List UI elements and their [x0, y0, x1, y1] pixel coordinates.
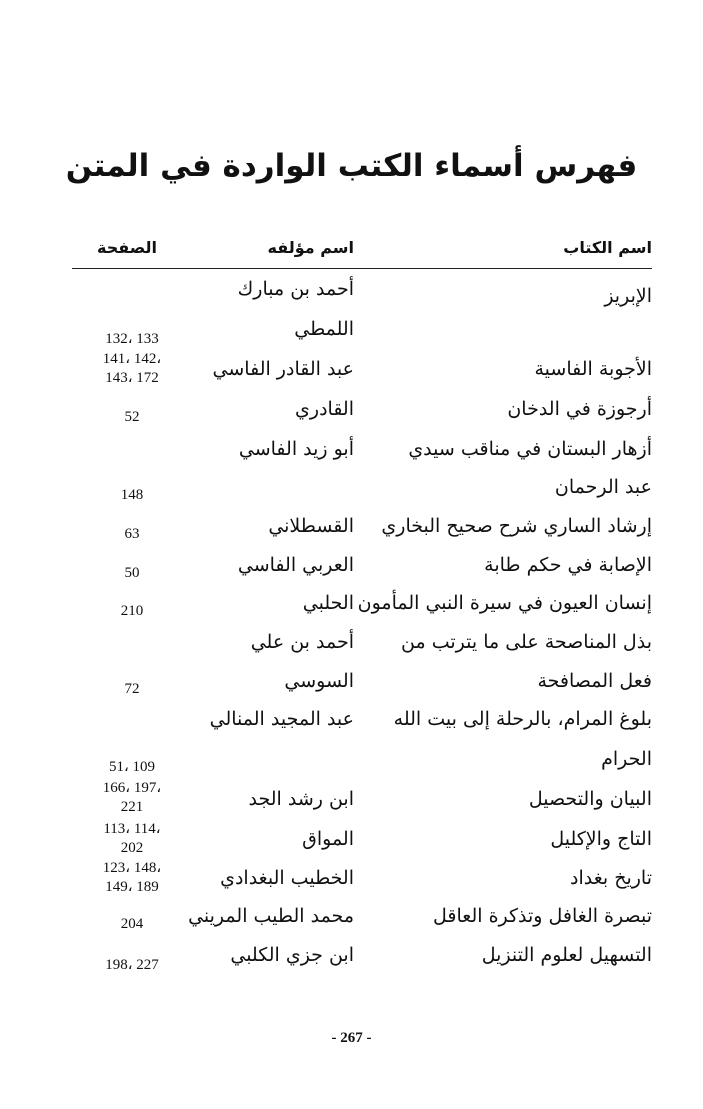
- page-line: 198، 227: [105, 957, 159, 973]
- page-numbers: [82, 486, 182, 505]
- book-title: تاريخ بغداد: [569, 867, 652, 889]
- page-numbers: [82, 859, 182, 897]
- page-line: 204: [120, 916, 144, 932]
- page-numbers: [82, 330, 182, 349]
- book-title: الإصابة في حكم طابة: [484, 554, 652, 576]
- page-title: فهرس أسماء الكتب الواردة في المتن: [65, 148, 638, 184]
- page-line: 123، 148،: [102, 860, 162, 876]
- page-line: 63: [124, 526, 140, 542]
- page-numbers: [82, 350, 182, 388]
- page-line: 221: [120, 799, 144, 815]
- book-title: تبصرة الغافل وتذكرة العاقل: [433, 905, 652, 927]
- author-name: ابن جزي الكلبي: [230, 944, 354, 966]
- page-numbers: [82, 779, 182, 817]
- page-line: 148: [120, 487, 144, 503]
- page-numbers: [82, 820, 182, 858]
- book-title: فعل المصافحة: [537, 670, 652, 692]
- book-title: الإبريز: [604, 285, 652, 307]
- author-name: الخطيب البغدادي: [220, 867, 354, 889]
- page-line: 52: [124, 409, 140, 425]
- book-title: الأجوبة الفاسية: [534, 358, 652, 380]
- book-title: إنسان العيون في سيرة النبي المأمون: [357, 592, 652, 614]
- page-numbers: [82, 915, 182, 934]
- page-line: 50: [124, 565, 140, 581]
- book-title: البيان والتحصيل: [528, 788, 652, 810]
- author-name: أحمد بن علي: [250, 631, 354, 653]
- author-name: المواق: [302, 828, 354, 850]
- page-numbers: [82, 408, 182, 427]
- author-name: الحلبي: [302, 592, 354, 614]
- book-title: التاج والإكليل: [550, 828, 652, 850]
- page-line: 210: [120, 603, 144, 619]
- book-title: أرجوزة في الدخان: [507, 398, 652, 420]
- author-name: أحمد بن مبارك: [237, 278, 354, 300]
- book-title: أزهار البستان في مناقب سيدي: [408, 438, 652, 460]
- author-name: السوسي: [284, 670, 354, 692]
- page-line: 132، 133: [105, 331, 159, 347]
- header-author-name: اسم مؤلفه: [267, 238, 354, 257]
- page-line: 141، 142،: [102, 351, 162, 367]
- table-header: [72, 232, 652, 269]
- author-name: العربي الفاسي: [237, 554, 354, 576]
- book-title: التسهيل لعلوم التنزيل: [481, 944, 652, 966]
- page-numbers: [82, 680, 182, 699]
- book-title: عبد الرحمان: [554, 476, 652, 498]
- author-name: محمد الطيب المريني: [188, 905, 354, 927]
- page-numbers: [82, 758, 182, 777]
- book-title: بلوغ المرام، بالرحلة إلى بيت الله: [393, 708, 652, 730]
- page-line: 149، 189: [105, 879, 159, 895]
- page-line: 51، 109: [108, 759, 156, 775]
- author-name: اللمطي: [294, 318, 354, 340]
- page-line: 202: [120, 840, 144, 856]
- author-name: القسطلاني: [268, 515, 354, 537]
- page-line: 143، 172: [105, 370, 159, 386]
- page-numbers: [82, 564, 182, 583]
- author-name: عبد القادر الفاسي: [212, 358, 354, 380]
- page-number: - 267 -: [331, 1030, 372, 1046]
- author-name: عبد المجيد المنالي: [209, 708, 354, 730]
- header-book-name: اسم الكتاب: [563, 238, 652, 257]
- book-title: الحرام: [601, 748, 652, 770]
- page-line: 113، 114،: [103, 821, 161, 837]
- book-title: إرشاد الساري شرح صحيح البخاري: [381, 515, 652, 537]
- page-numbers: [82, 525, 182, 544]
- page-numbers: [82, 602, 182, 621]
- header-page: الصفحة: [97, 238, 158, 257]
- book-title: بذل المناصحة على ما يترتب من: [401, 631, 652, 653]
- page-line: 72: [124, 681, 140, 697]
- author-name: ابن رشد الجد: [248, 788, 354, 810]
- author-name: القادري: [295, 398, 354, 420]
- author-name: أبو زيد الفاسي: [238, 438, 354, 460]
- page-numbers: [82, 956, 182, 975]
- page-line: 166، 197،: [102, 780, 162, 796]
